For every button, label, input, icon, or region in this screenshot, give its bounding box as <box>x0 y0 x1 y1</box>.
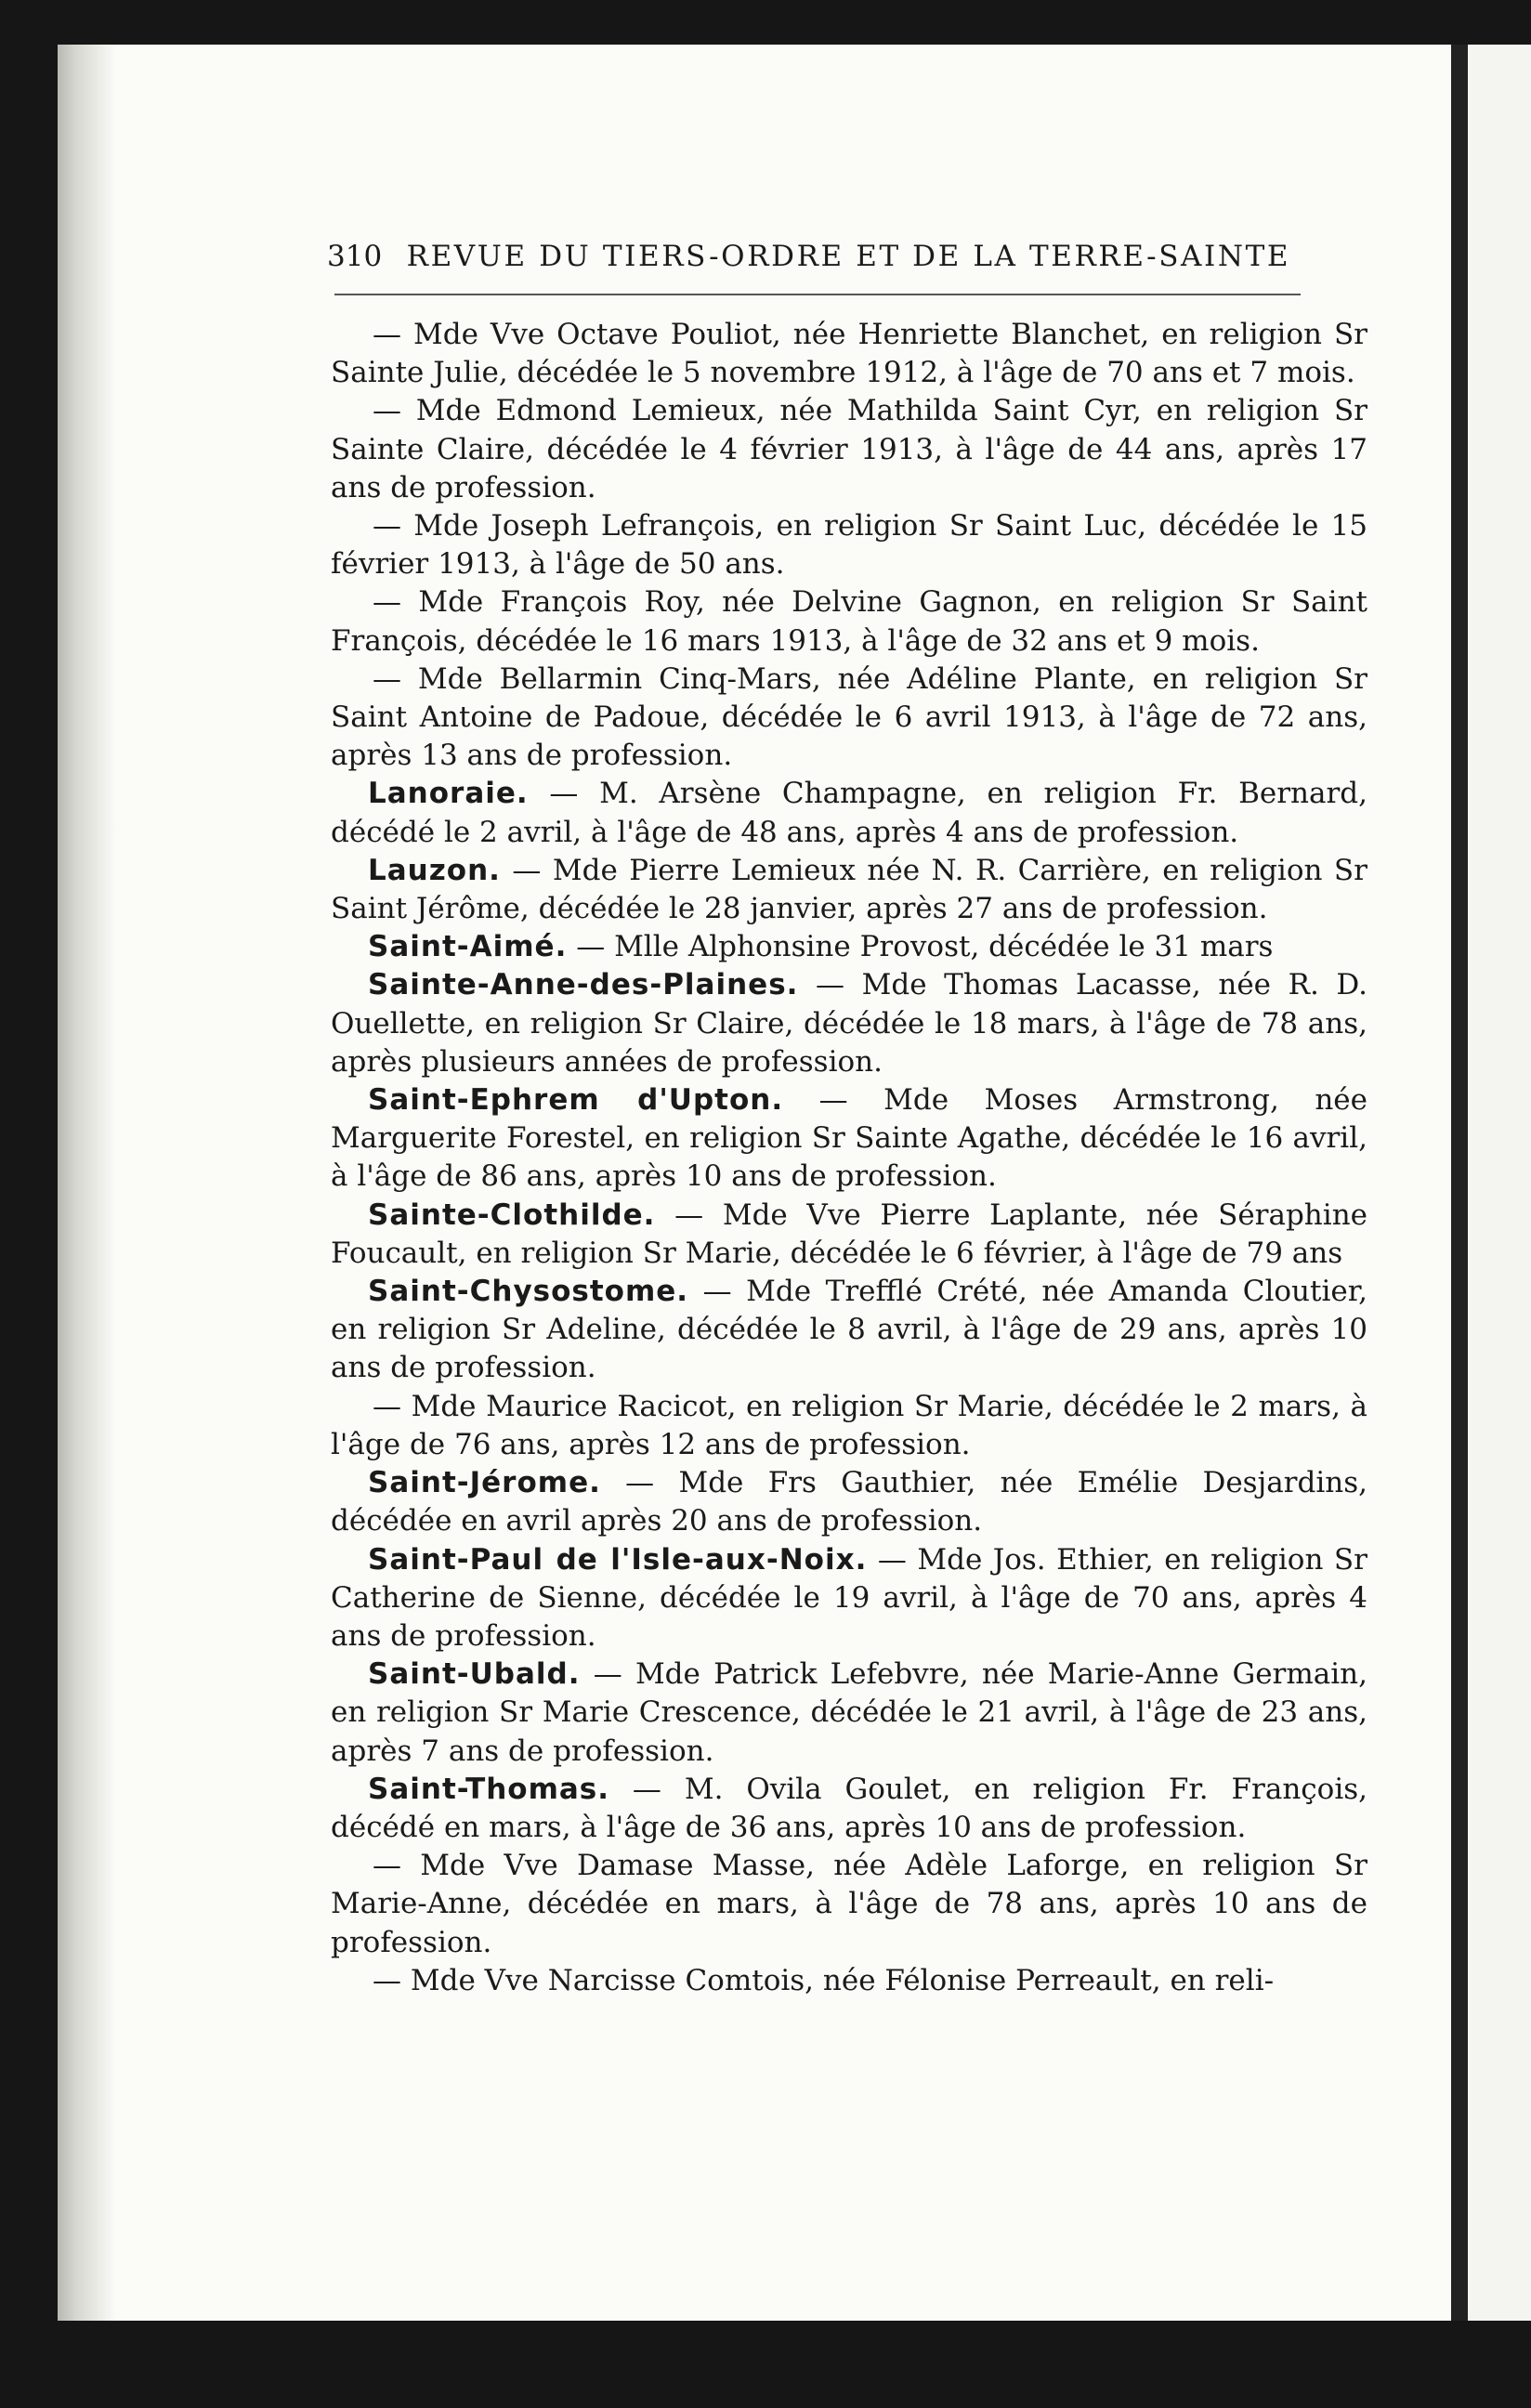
place-name: Sainte-Clothilde. <box>368 1197 656 1232</box>
obituary-entry: — Mde Vve Narcisse Comtois, née Félonise Perreault, en reli- <box>373 1963 1275 1997</box>
place-name: Saint-Paul de l'Isle-aux-Noix. <box>368 1542 868 1577</box>
place-name: Sainte-Anne-des-Plaines. <box>368 968 799 1002</box>
obituary-entry: Sainte-Clothilde. — Mde Vve Pierre Laplante, née Séraphine Foucault, en religion Sr Marie, décédée le 6 février, à l'âge de 79 ans <box>331 1197 1367 1270</box>
place-name: Saint-Ephrem d'Upton. <box>368 1083 784 1118</box>
obituary-entry: Lauzon. — Mde Pierre Lemieux née N. R. Carrière, en religion Sr Saint Jérôme, décédée le 28 janvier, après 27 ans de profession. <box>331 853 1367 926</box>
obituary-entry: — Mde Edmond Lemieux, née Mathilda Saint Cyr, en religion Sr Sainte Claire, décédée le 4 février 1913, à l'âge de 44 ans, après 17 ans de profession. <box>331 394 1367 504</box>
obituary-entry: Lanoraie. — M. Arsène Champagne, en religion Fr. Bernard, décédé le 2 avril, à l'âge de 48 ans, après 4 ans de profession. <box>331 777 1367 849</box>
obituary-entry: — Mde Joseph Lefrançois, en religion Sr Saint Luc, décédée le 15 février 1913, à l'âge de 50 ans. <box>331 509 1367 582</box>
place-name: Saint-Ubald. <box>368 1657 581 1692</box>
place-name: Saint-Jérome. <box>368 1466 601 1500</box>
page-number: 310 <box>327 240 383 273</box>
obituary-entry: — Mde François Roy, née Delvine Gagnon, en religion Sr Saint François, décédée le 16 mars 1913, à l'âge de 32 ans et 9 mois. <box>331 585 1367 658</box>
obituary-entry: Saint-Paul de l'Isle-aux-Noix. — Mde Jos. Ethier, en religion Sr Catherine de Sienne, décédée le 19 avril, à l'âge de 70 ans, après 4 ans de profession. <box>331 1542 1367 1653</box>
obituary-entry: — Mde Vve Octave Pouliot, née Henriette Blanchet, en religion Sr Sainte Julie, décédée le 5 novembre 1912, à l'âge de 70 ans et 7 mois. <box>331 318 1367 390</box>
place-name: Saint-Chysostome. <box>368 1275 689 1309</box>
page-gutter <box>58 45 117 2321</box>
obituary-entry: Saint-Jérome. — Mde Frs Gauthier, née Emélie Desjardins, décédée en avril après 20 ans de profession. <box>331 1466 1367 1538</box>
obituary-entry: — Mde Maurice Racicot, en religion Sr Marie, décédée le 2 mars, à l'âge de 76 ans, après 12 ans de profession. <box>331 1389 1367 1461</box>
header-rule <box>334 294 1301 295</box>
page-edge-shadow <box>1451 45 1468 2321</box>
obituary-entry: Saint-Aimé. — Mlle Alphonsine Provost, décédée le 31 mars <box>368 930 1274 964</box>
running-header <box>327 240 1293 273</box>
place-name: Lauzon. <box>368 853 501 887</box>
obituary-entry: Saint-Thomas. — M. Ovila Goulet, en religion Fr. François, décédé en mars, à l'âge de 36 ans, après 10 ans de profession. <box>331 1772 1367 1844</box>
obituary-entry: Saint-Ephrem d'Upton. — Mde Moses Armstrong, née Marguerite Forestel, en religion Sr Sainte Agathe, décédée le 16 avril, à l'âge de 86 ans, après 10 ans de profession. <box>331 1083 1367 1194</box>
place-name: Saint-Thomas. <box>368 1772 610 1806</box>
obituary-entry: — Mde Bellarmin Cinq-Mars, née Adéline Plante, en religion Sr Saint Antoine de Padoue, décédée le 6 avril 1913, à l'âge de 72 ans, après 13 ans de profession. <box>331 661 1367 773</box>
obituary-entry: Saint-Chysostome. — Mde Trefflé Crété, née Amanda Cloutier, en religion Sr Adeline, décédée le 8 avril, à l'âge de 29 ans, après 10 ans de profession. <box>331 1275 1367 1385</box>
obituary-list <box>331 316 1367 2000</box>
facing-page-edge <box>1468 45 1531 2321</box>
place-name: Saint-Aimé. <box>368 930 568 964</box>
running-title: REVUE DU TIERS-ORDRE ET DE LA TERRE-SAINTE <box>406 240 1291 273</box>
obituary-entry: Sainte-Anne-des-Plaines. — Mde Thomas Lacasse, née R. D. Ouellette, en religion Sr Claire, décédée le 18 mars, à l'âge de 78 ans, après plusieurs années de profession. <box>331 968 1367 1079</box>
obituary-entry: Saint-Ubald. — Mde Patrick Lefebvre, née Marie-Anne Germain, en religion Sr Marie Crescence, décédée le 21 avril, à l'âge de 23 ans, après 7 ans de profession. <box>331 1657 1367 1768</box>
obituary-entry: — Mde Vve Damase Masse, née Adèle Laforge, en religion Sr Marie-Anne, décédée en mars, à l'âge de 78 ans, après 10 ans de profession. <box>331 1849 1367 1959</box>
place-name: Lanoraie. <box>368 777 529 811</box>
